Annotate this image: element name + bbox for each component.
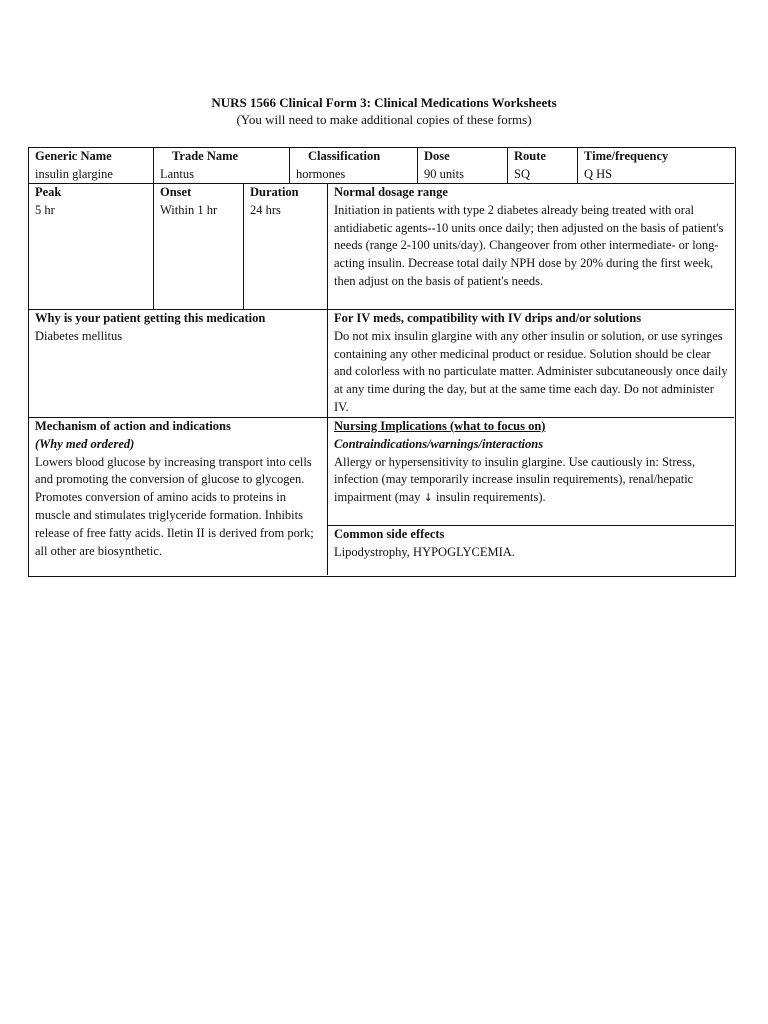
iv-compat-value: Do not mix insulin glargine with any other insulin or solution, or use syringes containing any other medicinal product or residue. Solution should be clear and colorless with no particulate matter. Administer subcutaneously once daily at any time during the day, but at the same time each day. Do not administer IV. [334, 328, 728, 414]
dose-cell [417, 148, 507, 183]
trade-name-cell [153, 148, 289, 183]
mechanism-value: Lowers blood glucose by increasing transport into cells and promoting the conversion of glucose to glycogen. Promotes conversion of amino acids to proteins in muscle and stimulates triglyceride formation. Inhibits release of free fatty acids. Iletin II is derived from pork; all other are biosynthetic. [35, 454, 314, 558]
dose-value: 90 units [424, 166, 464, 181]
generic-name-cell [29, 148, 153, 183]
classification-label: Classification [308, 149, 381, 163]
duration-value: 24 hrs [250, 202, 281, 217]
peak-cell [29, 183, 153, 309]
why-cell [29, 309, 327, 417]
nursing-implications-label: Nursing Implications (what to focus on) [334, 419, 546, 433]
onset-cell [153, 183, 243, 309]
classification-cell [289, 148, 417, 183]
onset-value: Within 1 hr [160, 202, 218, 217]
iv-compat-cell [327, 309, 734, 417]
trade-name-value: Lantus [160, 166, 195, 181]
side-effects-value: Lipodystrophy, HYPOGLYCEMIA. [334, 544, 515, 559]
contraindications-label: Contraindications/warnings/interactions [334, 436, 544, 451]
dosage-range-value: Initiation in patients with type 2 diabetes already being treated with oral antidiabetic agents--10 units once daily; then adjusted on the basis of patient's needs (range 2-100 units/day). Changeover from other intermediate- or long-acting insulin. Decrease total daily NPH dose by 20% during the first week, then adjust on the basis of patient's needs. [334, 202, 724, 288]
side-effects-label: Common side effects [334, 527, 445, 541]
frequency-label: Time/frequency [584, 149, 669, 163]
generic-name-value: insulin glargine [35, 166, 113, 181]
route-value: SQ [514, 166, 530, 181]
why-value: Diabetes mellitus [35, 328, 123, 343]
nursing-implications-value [334, 454, 728, 507]
mechanism-sublabel: (Why med ordered) [35, 436, 135, 451]
peak-value: 5 hr [35, 202, 55, 217]
peak-label: Peak [35, 185, 62, 199]
nursing-text-part1: Allergy or hypersensitivity to insulin glargine. Use cautiously in: Stress, infection (may temporarily increase insulin requirements), renal/hepatic impairment (may [334, 454, 695, 505]
mechanism-label: Mechanism of action and indications [35, 419, 231, 433]
page-header [0, 94, 768, 128]
onset-label: Onset [160, 185, 192, 199]
side-effects-cell [327, 525, 734, 575]
nursing-implications-cell [327, 417, 734, 525]
frequency-cell [577, 148, 734, 183]
route-cell [507, 148, 577, 183]
dosage-range-cell [327, 183, 734, 309]
duration-label: Duration [250, 185, 299, 199]
page-title: NURS 1566 Clinical Form 3: Clinical Medications Worksheets [211, 95, 557, 110]
dosage-range-label: Normal dosage range [334, 185, 448, 199]
classification-value: hormones [296, 166, 346, 181]
down-arrow-icon: ↓ [423, 491, 433, 505]
page-subtitle: (You will need to make additional copies of these forms) [236, 112, 532, 127]
why-label: Why is your patient getting this medication [35, 311, 266, 325]
duration-cell [243, 183, 327, 309]
medication-worksheet-table [28, 147, 736, 577]
trade-name-label: Trade Name [172, 149, 239, 163]
mechanism-cell [29, 417, 327, 575]
frequency-value: Q HS [584, 166, 613, 181]
route-label: Route [514, 149, 546, 163]
generic-name-label: Generic Name [35, 149, 112, 163]
dose-label: Dose [424, 149, 450, 163]
iv-compat-label: For IV meds, compatibility with IV drips and/or solutions [334, 311, 642, 325]
nursing-text-part2: insulin requirements). [432, 490, 546, 505]
